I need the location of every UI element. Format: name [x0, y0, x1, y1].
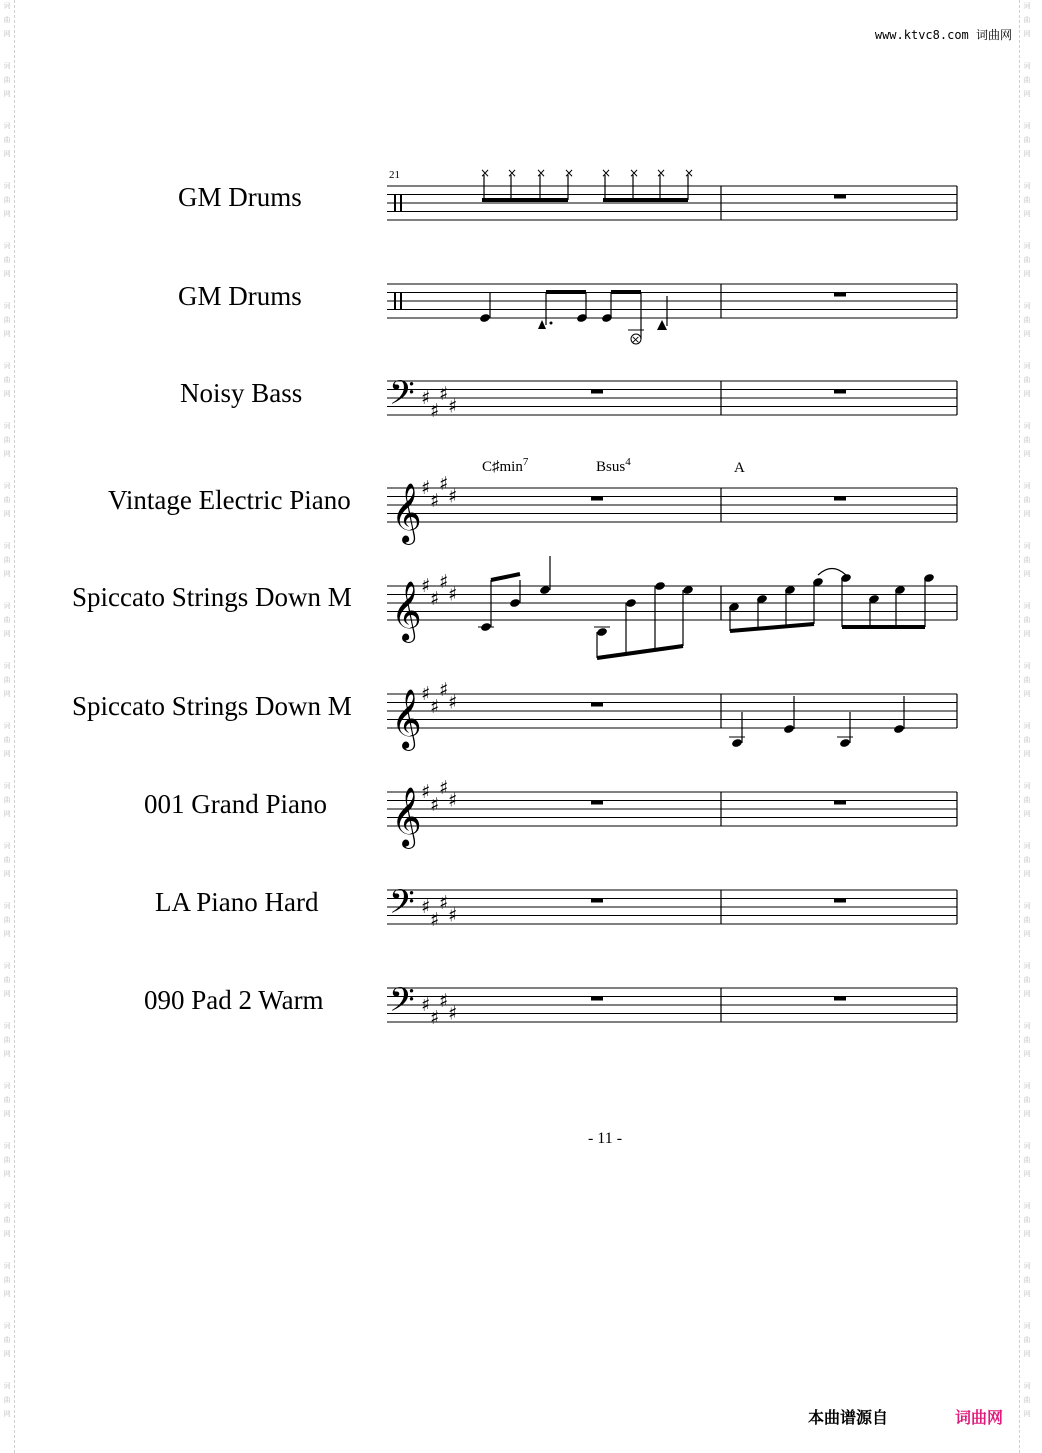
- percussion-clef: [394, 293, 396, 310]
- watermark-char: 词: [1023, 1022, 1031, 1030]
- watermark-char: 网: [3, 1410, 11, 1418]
- watermark-char: 曲: [3, 1216, 11, 1224]
- whole-rests: [591, 195, 846, 1001]
- x-note-head: ×: [480, 166, 491, 180]
- whole-rest: [591, 390, 603, 394]
- watermark-char: 曲: [1023, 556, 1031, 564]
- watermark-char: 曲: [3, 796, 11, 804]
- sharp-sign: ♯: [439, 891, 449, 914]
- sharp-sign: ♯: [448, 1002, 458, 1025]
- whole-rest: [834, 195, 846, 199]
- watermark-char: 曲: [3, 676, 11, 684]
- bass-clef: 𝄢: [389, 981, 415, 1028]
- note-head: [731, 738, 743, 748]
- watermark-char: 网: [3, 1350, 11, 1358]
- watermark-char: 网: [1023, 510, 1031, 518]
- measure-number: 21: [389, 169, 400, 181]
- triangle-note-head: [657, 320, 667, 330]
- watermark-char: 曲: [3, 1396, 11, 1404]
- watermark-char: 曲: [1023, 196, 1031, 204]
- sharp-sign: ♯: [421, 896, 431, 918]
- watermark-char: 词: [3, 482, 11, 490]
- watermark-char: 词: [3, 662, 11, 670]
- watermark-char: 词: [3, 1142, 11, 1150]
- watermark-char: 网: [1023, 1050, 1031, 1058]
- sharp-sign: ♯: [430, 489, 440, 512]
- instrument-label-vintage-electric-piano: Vintage Electric Piano: [108, 485, 351, 515]
- whole-rest: [834, 293, 846, 297]
- watermark-char: 词: [3, 602, 11, 610]
- watermark-char: 词: [1023, 1142, 1031, 1150]
- whole-rest: [834, 390, 846, 394]
- watermark-char: 网: [3, 450, 11, 458]
- watermark-char: 曲: [1023, 856, 1031, 864]
- watermark-char: 词: [1023, 2, 1031, 10]
- watermark-char: 曲: [3, 196, 11, 204]
- watermark-char: 网: [1023, 810, 1031, 818]
- watermark-char: 网: [1023, 450, 1031, 458]
- note-head: [654, 581, 666, 591]
- watermark-char: 网: [3, 810, 11, 818]
- watermark-char: 词: [3, 842, 11, 850]
- watermark-char: 网: [1023, 630, 1031, 638]
- instrument-label-gm-drums-1: GM Drums: [178, 182, 302, 212]
- watermark-char: 曲: [1023, 616, 1031, 624]
- watermark-char: 词: [3, 1262, 11, 1270]
- sharp-sign: ♯: [439, 570, 449, 593]
- instrument-label-spiccato-strings-2: Spiccato Strings Down M: [72, 691, 352, 721]
- sharp-sign: ♯: [421, 575, 431, 597]
- watermark-char: 网: [1023, 330, 1031, 338]
- watermark-char: 曲: [3, 1276, 11, 1284]
- watermark-char: 曲: [3, 76, 11, 84]
- sharp-sign: ♯: [439, 776, 449, 799]
- staff-lines: [387, 186, 957, 1022]
- watermark-char: 网: [1023, 570, 1031, 578]
- sharp-sign: ♯: [430, 695, 440, 718]
- x-note-head: ×: [684, 166, 695, 180]
- watermark-char: 网: [1023, 1350, 1031, 1358]
- watermark-char: 网: [1023, 690, 1031, 698]
- watermark-char: 词: [1023, 302, 1031, 310]
- watermark-char: 词: [3, 962, 11, 970]
- watermark-char: 网: [3, 630, 11, 638]
- watermark-char: 词: [3, 422, 11, 430]
- footer-source-label: 本曲谱源自: [808, 1408, 889, 1427]
- watermark-char: 词: [1023, 482, 1031, 490]
- watermark-char: 曲: [1023, 676, 1031, 684]
- watermark-char: 词: [3, 902, 11, 910]
- sharp-sign: ♯: [439, 472, 449, 495]
- watermark-char: 曲: [3, 976, 11, 984]
- sharp-sign: ♯: [439, 678, 449, 701]
- sharp-sign: ♯: [421, 683, 431, 705]
- watermark-char: 网: [3, 570, 11, 578]
- notes: [478, 166, 935, 748]
- note-head: [479, 313, 491, 323]
- watermark-char: 网: [1023, 270, 1031, 278]
- whole-rest: [834, 801, 846, 805]
- watermark-char: 网: [3, 390, 11, 398]
- watermark-char: 曲: [1023, 496, 1031, 504]
- watermark-char: 曲: [3, 256, 11, 264]
- watermark-char: 曲: [3, 856, 11, 864]
- watermark-char: 曲: [3, 436, 11, 444]
- watermark-char: 网: [3, 930, 11, 938]
- chord-symbol-1: $C♯\min^7$: [482, 456, 529, 475]
- sharp-sign: ♯: [448, 395, 458, 418]
- watermark-char: 网: [1023, 30, 1031, 38]
- watermark-char: 网: [3, 990, 11, 998]
- watermark-char: 词: [1023, 902, 1031, 910]
- instrument-label-grand-piano: 001 Grand Piano: [144, 789, 327, 819]
- watermark-char: 曲: [1023, 376, 1031, 384]
- whole-rest: [834, 997, 846, 1001]
- bass-clef: 𝄢: [389, 883, 415, 930]
- instrument-label-gm-drums-2: GM Drums: [178, 281, 302, 311]
- sharp-sign: ♯: [430, 793, 440, 816]
- watermark-char: 网: [1023, 390, 1031, 398]
- watermark-char: 词: [3, 722, 11, 730]
- footer-brand-link[interactable]: 词曲网: [955, 1408, 1004, 1427]
- watermark-char: 曲: [1023, 1036, 1031, 1044]
- watermark-char: 曲: [3, 16, 11, 24]
- watermark-char: 网: [3, 1050, 11, 1058]
- watermark-char: 曲: [3, 916, 11, 924]
- sharp-sign: ♯: [421, 994, 431, 1016]
- watermark-char: 曲: [3, 376, 11, 384]
- instrument-label-noisy-bass: Noisy Bass: [180, 378, 303, 408]
- watermark-char: 词: [1023, 1382, 1031, 1390]
- watermark-char: 曲: [1023, 1156, 1031, 1164]
- watermark-char: 曲: [1023, 76, 1031, 84]
- watermark-char: 曲: [3, 1156, 11, 1164]
- watermark-char: 词: [3, 242, 11, 250]
- watermark-char: 网: [1023, 930, 1031, 938]
- chord-symbol-3: A: [734, 460, 745, 476]
- watermark-char: 网: [1023, 990, 1031, 998]
- watermark-char: 曲: [1023, 736, 1031, 744]
- watermark-char: 词: [3, 1082, 11, 1090]
- watermark-char: 词: [1023, 182, 1031, 190]
- watermark-char: 词: [3, 1022, 11, 1030]
- watermark-char: 曲: [1023, 16, 1031, 24]
- watermark-char: 网: [3, 90, 11, 98]
- watermark-char: 词: [3, 1322, 11, 1330]
- watermark-char: 词: [3, 302, 11, 310]
- watermark-char: 网: [1023, 870, 1031, 878]
- sharp-sign: ♯: [421, 781, 431, 803]
- site-header[interactable]: www.ktvc8.com 词曲网: [874, 28, 1012, 42]
- sharp-sign: ♯: [448, 691, 458, 714]
- sharp-sign: ♯: [448, 485, 458, 508]
- watermark-char: 曲: [1023, 916, 1031, 924]
- watermark-char: 词: [1023, 1322, 1031, 1330]
- treble-clef: 𝄞: [391, 689, 422, 749]
- x-note-head: ×: [564, 166, 575, 180]
- page-number: - 11 -: [587, 1130, 623, 1147]
- watermark-char: 网: [3, 1110, 11, 1118]
- watermark-char: 词: [3, 782, 11, 790]
- x-note-head: ×: [507, 166, 518, 180]
- watermark-char: 曲: [1023, 1096, 1031, 1104]
- watermark-char: 曲: [1023, 1276, 1031, 1284]
- watermark-char: 曲: [1023, 1336, 1031, 1344]
- watermark-char: 网: [3, 270, 11, 278]
- x-note-head: ×: [629, 166, 640, 180]
- note-head: [893, 724, 905, 734]
- watermark-char: 曲: [1023, 1396, 1031, 1404]
- barlines: [721, 186, 957, 1022]
- instrument-label-pad-2-warm: 090 Pad 2 Warm: [144, 985, 324, 1015]
- watermark-char: 网: [3, 150, 11, 158]
- sharp-sign: ♯: [448, 904, 458, 927]
- watermark-char: 曲: [1023, 316, 1031, 324]
- whole-rest: [591, 801, 603, 805]
- watermark-char: 曲: [1023, 256, 1031, 264]
- watermark-char: 词: [1023, 722, 1031, 730]
- whole-rest: [591, 497, 603, 501]
- x-note-head: ×: [601, 166, 612, 180]
- watermark-char: 词: [3, 122, 11, 130]
- note-head: [596, 627, 608, 637]
- watermark-char: 曲: [1023, 1216, 1031, 1224]
- watermark-char: 网: [3, 30, 11, 38]
- sharp-sign: ♯: [430, 908, 440, 931]
- sharp-sign: ♯: [448, 789, 458, 812]
- treble-clef: 𝄞: [391, 581, 422, 641]
- watermark-char: 词: [1023, 1262, 1031, 1270]
- watermark-char: 词: [1023, 122, 1031, 130]
- whole-rest: [591, 703, 603, 707]
- watermark-char: 词: [1023, 542, 1031, 550]
- percussion-clef: [400, 195, 402, 212]
- watermark-char: 网: [3, 690, 11, 698]
- tie: [818, 569, 846, 576]
- instrument-label-la-piano-hard: LA Piano Hard: [155, 887, 319, 917]
- whole-rest: [591, 899, 603, 903]
- percussion-clef: [400, 293, 402, 310]
- watermark-char: 曲: [1023, 436, 1031, 444]
- sharp-sign: ♯: [430, 587, 440, 610]
- whole-rest: [834, 497, 846, 501]
- x-note-head: ×: [656, 166, 667, 180]
- sharp-sign: ♯: [439, 382, 449, 405]
- note-head: [509, 598, 521, 608]
- note-head: [839, 738, 851, 748]
- watermark-char: 网: [1023, 150, 1031, 158]
- watermark-char: 网: [3, 510, 11, 518]
- watermark-char: 网: [1023, 90, 1031, 98]
- watermark-char: 网: [1023, 1290, 1031, 1298]
- sharp-sign: ♯: [430, 399, 440, 422]
- watermark-char: 曲: [1023, 976, 1031, 984]
- watermark-char: 曲: [3, 496, 11, 504]
- watermark-char: 词: [1023, 1202, 1031, 1210]
- watermark-char: 曲: [3, 316, 11, 324]
- watermark-char: 网: [3, 330, 11, 338]
- triangle-note-head: [538, 320, 546, 329]
- bass-clef: 𝄢: [389, 374, 415, 421]
- watermark-char: 网: [1023, 1410, 1031, 1418]
- watermark-char: 网: [3, 1170, 11, 1178]
- note-head: [625, 598, 637, 608]
- watermark-char: 网: [3, 870, 11, 878]
- watermark-char: 网: [3, 1230, 11, 1238]
- watermark-char: 词: [1023, 662, 1031, 670]
- whole-rest: [834, 899, 846, 903]
- x-note-head: ×: [536, 166, 547, 180]
- watermark-char: 词: [3, 542, 11, 550]
- note-head: [783, 724, 795, 734]
- beam: [597, 646, 683, 658]
- instrument-label-spiccato-strings-1: Spiccato Strings Down M: [72, 582, 352, 612]
- watermark-char: 词: [3, 1382, 11, 1390]
- watermark-char: 词: [1023, 782, 1031, 790]
- watermark-char: 曲: [3, 1336, 11, 1344]
- watermark-char: 网: [1023, 1170, 1031, 1178]
- treble-clef: 𝄞: [391, 787, 422, 847]
- watermark-char: 曲: [1023, 796, 1031, 804]
- watermark-char: 词: [1023, 962, 1031, 970]
- watermark-char: 词: [1023, 242, 1031, 250]
- sharp-sign: ♯: [421, 387, 431, 409]
- watermark-char: 词: [1023, 602, 1031, 610]
- dot: [550, 322, 553, 325]
- watermark-char: 词: [3, 182, 11, 190]
- watermark-char: 词: [1023, 62, 1031, 70]
- watermark-char: 曲: [3, 736, 11, 744]
- watermark-char: 网: [1023, 750, 1031, 758]
- treble-clef: 𝄞: [391, 483, 422, 543]
- whole-rest: [591, 997, 603, 1001]
- watermark-char: 词: [3, 2, 11, 10]
- sharp-sign: ♯: [439, 989, 449, 1012]
- watermark-char: 网: [3, 1290, 11, 1298]
- watermark-char: 网: [1023, 1110, 1031, 1118]
- sharp-sign: ♯: [448, 583, 458, 606]
- watermark-char: 网: [3, 750, 11, 758]
- sharp-sign: ♯: [421, 477, 431, 499]
- watermark-char: 词: [1023, 842, 1031, 850]
- watermark-char: 曲: [3, 1036, 11, 1044]
- watermark-char: 网: [1023, 210, 1031, 218]
- percussion-clef: [394, 195, 396, 212]
- watermark-char: 词: [1023, 362, 1031, 370]
- watermark-char: 词: [3, 1202, 11, 1210]
- watermark-char: 曲: [3, 136, 11, 144]
- watermark-char: 曲: [1023, 136, 1031, 144]
- watermark-char: 网: [1023, 1230, 1031, 1238]
- chord-symbol-2: Bsus$^4$: [596, 456, 631, 475]
- beam: [491, 574, 520, 580]
- watermark-char: 词: [3, 62, 11, 70]
- sharp-sign: ♯: [430, 1006, 440, 1029]
- x-note-head: ×: [631, 333, 641, 346]
- watermark-char: 词: [1023, 1082, 1031, 1090]
- watermark-char: 网: [3, 210, 11, 218]
- watermark-char: 曲: [3, 616, 11, 624]
- watermark-char: 曲: [3, 1096, 11, 1104]
- beam: [730, 624, 814, 631]
- watermark-char: 词: [1023, 422, 1031, 430]
- watermark-char: 词: [3, 362, 11, 370]
- watermark-char: 曲: [3, 556, 11, 564]
